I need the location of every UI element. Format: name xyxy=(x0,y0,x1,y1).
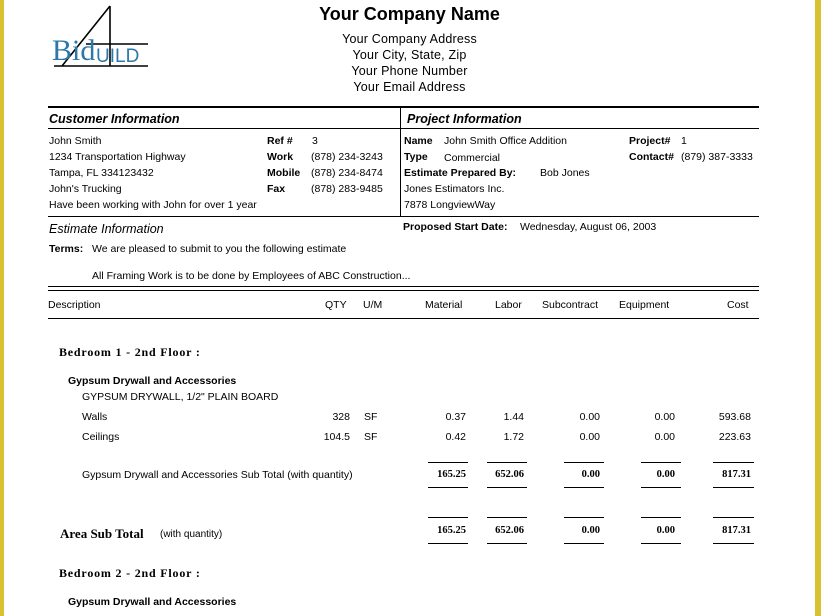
area-underline xyxy=(428,543,468,544)
table-header-rule-top-1 xyxy=(48,286,759,287)
prepared-by-label: Estimate Prepared By: xyxy=(404,167,517,179)
customer-company: John's Trucking xyxy=(49,183,122,195)
area-rule xyxy=(641,517,681,518)
company-city: Your City, State, Zip xyxy=(352,48,467,62)
customer-name: John Smith xyxy=(49,135,102,147)
subtotal-rule xyxy=(428,462,468,463)
project-type-value: Commercial xyxy=(444,152,501,164)
fax-label: Fax xyxy=(267,183,286,195)
estimate-page xyxy=(4,0,815,616)
project-number-label: Project# xyxy=(629,135,671,147)
area-sub: 0.00 xyxy=(581,525,600,536)
row-cost: 593.68 xyxy=(718,411,751,423)
company-address: Your Company Address xyxy=(342,32,477,46)
row-sub: 0.00 xyxy=(579,431,600,443)
mobile-label: Mobile xyxy=(267,167,301,179)
area-underline xyxy=(713,543,754,544)
row-um: SF xyxy=(364,431,378,443)
estimate-heading: Estimate Information xyxy=(49,222,164,236)
area-rule xyxy=(428,517,468,518)
ref-value: 3 xyxy=(312,135,318,147)
start-date-label: Proposed Start Date: xyxy=(403,221,508,233)
subtotal-underline xyxy=(428,487,468,488)
project-number-value: 1 xyxy=(681,135,687,147)
project-heading: Project Information xyxy=(407,112,522,126)
contact-value: (879) 387-3333 xyxy=(681,151,753,163)
room2-group: Gypsum Drywall and Accessories xyxy=(68,596,237,608)
start-date-value: Wednesday, August 06, 2003 xyxy=(520,221,657,233)
subtotal-underline xyxy=(641,487,681,488)
row-equip: 0.00 xyxy=(654,431,675,443)
area-labor: 652.06 xyxy=(495,525,524,536)
subtotal-underline xyxy=(713,487,754,488)
fax-value: (878) 283-9485 xyxy=(311,183,383,195)
subtotal-labor: 652.06 xyxy=(495,469,524,480)
terms-value: We are pleased to submit to you the following estimate xyxy=(92,243,347,255)
logo-b-letter: Bid xyxy=(52,34,96,67)
group-subtotal-label: Gypsum Drywall and Accessories Sub Total (with quantity) xyxy=(82,469,353,481)
row-material: 0.42 xyxy=(445,431,466,443)
section-divider xyxy=(400,108,401,216)
area-underline xyxy=(487,543,527,544)
row-qty: 328 xyxy=(332,411,350,423)
ref-label: Ref # xyxy=(267,135,293,147)
area-rule xyxy=(487,517,527,518)
table-header-rule-top-2 xyxy=(48,290,759,291)
project-name-label: Name xyxy=(404,135,433,147)
estimator-address: 7878 LongviewWay xyxy=(404,199,496,211)
room2-title: Bedroom 2 - 2nd Floor : xyxy=(59,566,201,580)
subtotal-material: 165.25 xyxy=(437,469,466,480)
estimator-company: Jones Estimators Inc. xyxy=(404,183,505,195)
area-subtotal-note: (with quantity) xyxy=(160,529,223,540)
customer-heading: Customer Information xyxy=(49,112,180,126)
row-um: SF xyxy=(364,411,378,423)
company-name: Your Company Name xyxy=(319,4,500,24)
row-labor: 1.72 xyxy=(503,431,524,443)
customer-city: Tampa, FL 334123432 xyxy=(49,167,154,179)
table-header-rule-bottom xyxy=(48,318,759,319)
room1-item: GYPSUM DRYWALL, 1/2" PLAIN BOARD xyxy=(82,391,279,403)
mobile-value: (878) 234-8474 xyxy=(311,167,383,179)
contact-label: Contact# xyxy=(629,151,674,163)
estimate-note: All Framing Work is to be done by Employees of ABC Construction... xyxy=(92,270,411,282)
top-rule xyxy=(48,106,759,108)
project-name-value: John Smith Office Addition xyxy=(444,135,567,147)
room1-title: Bedroom 1 - 2nd Floor : xyxy=(59,345,201,359)
area-subtotal-label: Area Sub Total xyxy=(60,526,144,541)
subtotal-cost: 817.31 xyxy=(722,469,751,480)
row-sub: 0.00 xyxy=(579,411,600,423)
subtotal-rule xyxy=(641,462,681,463)
col-subcontract: Subcontract xyxy=(542,299,599,311)
row-equip: 0.00 xyxy=(654,411,675,423)
project-type-label: Type xyxy=(404,151,428,163)
area-equip: 0.00 xyxy=(656,525,675,536)
subtotal-sub: 0.00 xyxy=(581,469,600,480)
company-phone: Your Phone Number xyxy=(351,64,468,78)
col-um: U/M xyxy=(363,299,383,311)
col-material: Material xyxy=(425,299,463,311)
row-labor: 1.44 xyxy=(503,411,524,423)
col-qty: QTY xyxy=(325,299,347,311)
subtotal-rule xyxy=(564,462,604,463)
area-rule xyxy=(713,517,754,518)
room1-group: Gypsum Drywall and Accessories xyxy=(68,375,237,387)
work-label: Work xyxy=(267,151,294,163)
terms-label: Terms: xyxy=(49,243,84,255)
svg-text:UILD: UILD xyxy=(96,46,140,67)
row-desc: Walls xyxy=(82,411,108,423)
project-underline xyxy=(401,128,759,129)
row-cost: 223.63 xyxy=(718,431,751,443)
customer-underline xyxy=(48,128,400,129)
row-qty: 104.5 xyxy=(323,431,350,443)
subtotal-underline xyxy=(487,487,527,488)
prepared-by-value: Bob Jones xyxy=(540,167,590,179)
area-underline xyxy=(564,543,604,544)
row-material: 0.37 xyxy=(445,411,466,423)
area-rule xyxy=(564,517,604,518)
col-description: Description xyxy=(48,299,101,311)
estimate-rule xyxy=(48,216,759,217)
area-cost: 817.31 xyxy=(722,525,751,536)
customer-street: 1234 Transportation Highway xyxy=(49,151,186,163)
area-material: 165.25 xyxy=(437,525,466,536)
subtotal-rule xyxy=(487,462,527,463)
area-underline xyxy=(641,543,681,544)
subtotal-underline xyxy=(564,487,604,488)
work-value: (878) 234-3243 xyxy=(311,151,383,163)
col-labor: Labor xyxy=(495,299,522,311)
customer-note: Have been working with John for over 1 year xyxy=(49,199,257,211)
col-equipment: Equipment xyxy=(619,299,670,311)
subtotal-equip: 0.00 xyxy=(656,469,675,480)
subtotal-rule xyxy=(713,462,754,463)
col-cost: Cost xyxy=(727,299,749,311)
row-desc: Ceilings xyxy=(82,431,120,443)
company-email: Your Email Address xyxy=(353,80,466,94)
